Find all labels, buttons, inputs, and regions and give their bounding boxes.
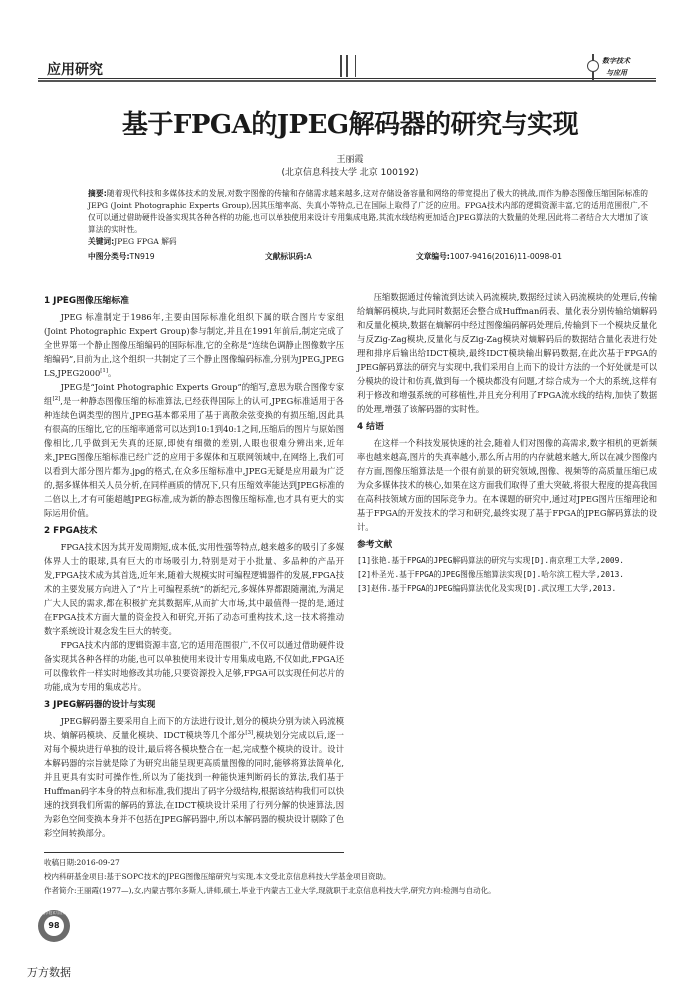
page-number: 98 [44, 916, 64, 936]
author-bio: 作者简介:王丽霞(1977—),女,内蒙古鄂尔多斯人,讲师,硕士,毕业于内蒙古工业大学,现就职于北京信息科技大学,研究方向:检测与自动化。 [44, 886, 496, 895]
received-date: 收稿日期:2016-09-27 [44, 858, 120, 867]
fund-note: 校内科研基金项目:基于SOPC技术的JPEG图像压缩研究与实现,本文受北京信息科技大学基金项目资助。 [44, 872, 391, 881]
section-label: 应用研究 [47, 62, 103, 78]
abstract [88, 188, 648, 236]
doc-label: 文献标识码: [265, 252, 307, 261]
paragraph: 在这样一个科技发展快速的社会,随着人们对图像的高需求,数字相机的更新频率也越来越高,图片的失真率越小,那么所占用的内存就越来越大,所以在减少图像内存方面,图像压缩算法是一个很有前景的研究领域,图像、视频等的高质量压缩已成为众多媒体技术的核心,如果在这方面我们取得了重大突破,将很大程度的提高我国在高科技领域方面的国际竞争力。在本课题的研究中,通过对JPEG图片压缩理论和基于FPGA的开发技术的学习和研究,最终实现了基于FPGA的JPEG解码算法的设计。 [357, 438, 657, 532]
badge-ring-text: 数字技术与应用 [41, 911, 67, 915]
keywords-text: JPEG FPGA 解码 [114, 237, 177, 246]
art-label: 文章编号: [416, 252, 450, 261]
article-number [416, 251, 562, 262]
clc-value: TN919 [129, 252, 155, 261]
section-heading: 2 FPGA技术 [44, 526, 98, 536]
keywords-label: 关键词: [88, 237, 115, 246]
journal-name-line2: 与应用 [606, 69, 627, 77]
logo-ring-icon [587, 60, 599, 72]
paragraph: FPGA技术因为其开发周期短,成本低,实用性强等特点,越来越多的吸引了多媒体界人士的眼球,具有巨大的市场吸引力,特别是对于小批量、多品种的产品开发,FPGA技术成为其首选,近年来,随着大规模实时可编程逻辑器件的发展,FPGA技术的主要发展方向进入了“片上可编程系统”的新纪元,多媒体界都跟随潮流,为满足广大人民的需求,都在积极扩充其数据库,从而扩大市场,其中最值得一提的是,通过在FPGA技术方面大量的资金投入和研究,开拓了动态可重构技术,这一技术将推动数字系统设计观念发生巨大的转变。 [44, 542, 344, 636]
paragraph-text: ,是一种静态图像压缩的标准算法,已经获得国际上的认可,JPEG标准适用于各种连续色调类型的图片,JPEG基本都采用了基于离散余弦变换的有损压缩,因此具有很高的压缩比,它的压缩率通常可以达到10:1到40:1之间,压缩后的图片与原始图像相比,几乎做到无失真的还原,即使有细微的差别,人眼也很难分辨出来,近年来,JPEG图像压缩标准已经广泛的应用于多媒体和互联网领域中,在网络上,我们可以看到大部分图片都为.jpg的格式,在众多压缩标准中,JPEG无疑是应用最为广泛的,据多媒体相关人员分析,在同样画质的情况下,只有压缩效率能达到JPEG标准的二倍以上,才有可能超越JPEG标准,成为新的静态图像压缩标准,也才具有更大的实际运用价值。 [44, 396, 344, 518]
paragraph-text: ,模块划分完成以后,逐一对每个模块进行单独的设计,最后将各模块整合在一起,完成整个模块的设计。设计本解码器的宗旨就是除了为研究出能呈现更高质量图像的同时,能够将算法简单化,并且更具有实时可操作性,所以为了能找到一种能快速判断码长的算法,我们基于Huffman码字本身的特点和标准,我们提出了码字分级结构,根据该结构我们可以快速的找到我们所需的解码的算法,在IDCT模块设计采用了行列分解的快速算法,因为彩色空间变换本身并不包括在JPEG解码器中,所以本解码器的模块设计剔除了色彩空间转换部分。 [44, 730, 344, 838]
paragraph-text: JPEG是“Joint Photographic Experts Group”的缩写,意思为联合图像专家组 [44, 382, 344, 406]
references-heading: 参考文献 [357, 540, 393, 550]
references-list [357, 554, 657, 595]
keywords [88, 236, 177, 247]
document-code [265, 251, 312, 262]
body-column-left [44, 290, 344, 840]
clc-number [88, 251, 155, 262]
header-divider [38, 78, 656, 79]
footnote-divider [44, 852, 344, 853]
abstract-label: 摘要: [88, 189, 107, 198]
journal-name-line1: 数字技术 [602, 57, 630, 65]
section-heading: 1 JPEG图像压缩标准 [44, 296, 129, 306]
author-affiliation: (北京信息科技大学 北京 100192) [281, 168, 419, 178]
watermark: 万方数据 [27, 966, 71, 979]
doc-value: A [306, 252, 312, 261]
abstract-text: 随着现代科技和多媒体技术的发展,对数字图像的传输和存储需求越来越多,这对存储设备容量和网络的带宽提出了极大的挑战,而作为静态图像压缩国际标准的JEPG (Joint Photographic Experts Group),因其压缩率高、失真小等特点,已在国际上取得了广泛的应用。FPGA技术内部的逻辑资源丰富,它的适用范围很广,不仅可以通过借助硬件设备实现其各种各样的功能,也可以单独使用来设计专用集成电路,其流水线结构更加适合JPEG算法的大数量的处理,因此将二者结合大大增加了该算法的实时性。 [88, 189, 648, 234]
section-heading: 4 结语 [357, 422, 384, 432]
journal-logo [592, 54, 664, 80]
paragraph-text: JPEG 标准制定于1986年,主要由国际标准化组织下属的联合图片专家组(Joint Photographic Expert Group)参与制定,并且在1991年前后,制定完成了全世界第一个静止图像压缩编码的国际标准,它的全称是“连续色调静止图像数字压缩编码”,目前为止,这个组织一共制定了三个静止图像编码标准,分别为JPEG,JPEG LS,JPEG2000 [44, 312, 344, 378]
reference-item: [3]赵伟.基于FPGA的JPEG编码算法优化及实现[D].武汉理工大学,2013. [357, 584, 617, 593]
paragraph [44, 310, 344, 380]
page-number-badge [38, 910, 70, 942]
paragraph: 压缩数据通过传输流到达读入码流模块,数据经过读入码流模块的处理后,传输给熵解码模块,与此同时数据还会整合成Huffman码表、量化表分别传输给熵解码和反量化模块,数据在熵解码中经过图像编码解码处理后,传输到下一个模块反量化与反Zig-Zag模块,反量化与反Zig-Zag模块对熵解码后的数据结合量化表进行处理和排序后输出给IDCT模块,最终IDCT模块输出解码数据,在此次基于FPGA的JPEG解码算法的研究与实现中,我们采用自上而下的设计方法的一个好处就是可以分模块的设计和仿真,做到每一个模块都没有问题,才综合成为一个大的系统,这样有利于修改和增强系统的可移植性,并且充分利用了FPGA流水线的结构,加快了数据的处理,增强了该解码器的实时性。 [357, 292, 657, 414]
paragraph [44, 714, 344, 840]
header-divider [38, 80, 656, 82]
header-bar-decoration [346, 55, 348, 77]
body-column-right [357, 290, 657, 596]
reference-item: [1]张艳.基于FPGA的JPEG解码算法的研究与实现[D].南京理工大学,2009. [357, 556, 625, 565]
paragraph: FPGA技术内部的逻辑资源丰富,它的适用范围很广,不仅可以通过借助硬件设备实现其各种各样的功能,也可以单独使用来设计专用集成电路,不仅如此,FPGA还可以像软件一样实时地修改其功能,只要资源投入足够,FPGA可以实现任何芯片的功能,成为专用的集成芯片。 [44, 640, 344, 692]
clc-label: 中图分类号: [88, 252, 130, 261]
citation: [2] [52, 396, 61, 403]
paragraph-text: 。 [108, 368, 117, 378]
header-bar-decoration [355, 55, 356, 77]
paragraph-text: JPEG解码器主要采用自上而下的方法进行设计,划分的模块分别为读入码流模块、熵解码模块、反量化模块、IDCT模块等几个部分 [44, 716, 344, 740]
citation: [1] [100, 368, 109, 375]
author-name: 王丽霞 [336, 155, 364, 165]
section-heading: 3 JPEG解码器的设计与实现 [44, 700, 156, 710]
paragraph [44, 380, 344, 520]
header-bar-decoration [340, 55, 342, 77]
reference-item: [2]朴圣光.基于FPGA的JPEG图像压缩算法实现[D].哈尔滨工程大学,2013. [357, 570, 625, 579]
citation: [3] [245, 730, 254, 737]
art-value: 1007-9416(2016)11-0098-01 [449, 252, 562, 261]
article-title: 基于FPGA的JPEG解码器的研究与实现 [121, 110, 579, 140]
